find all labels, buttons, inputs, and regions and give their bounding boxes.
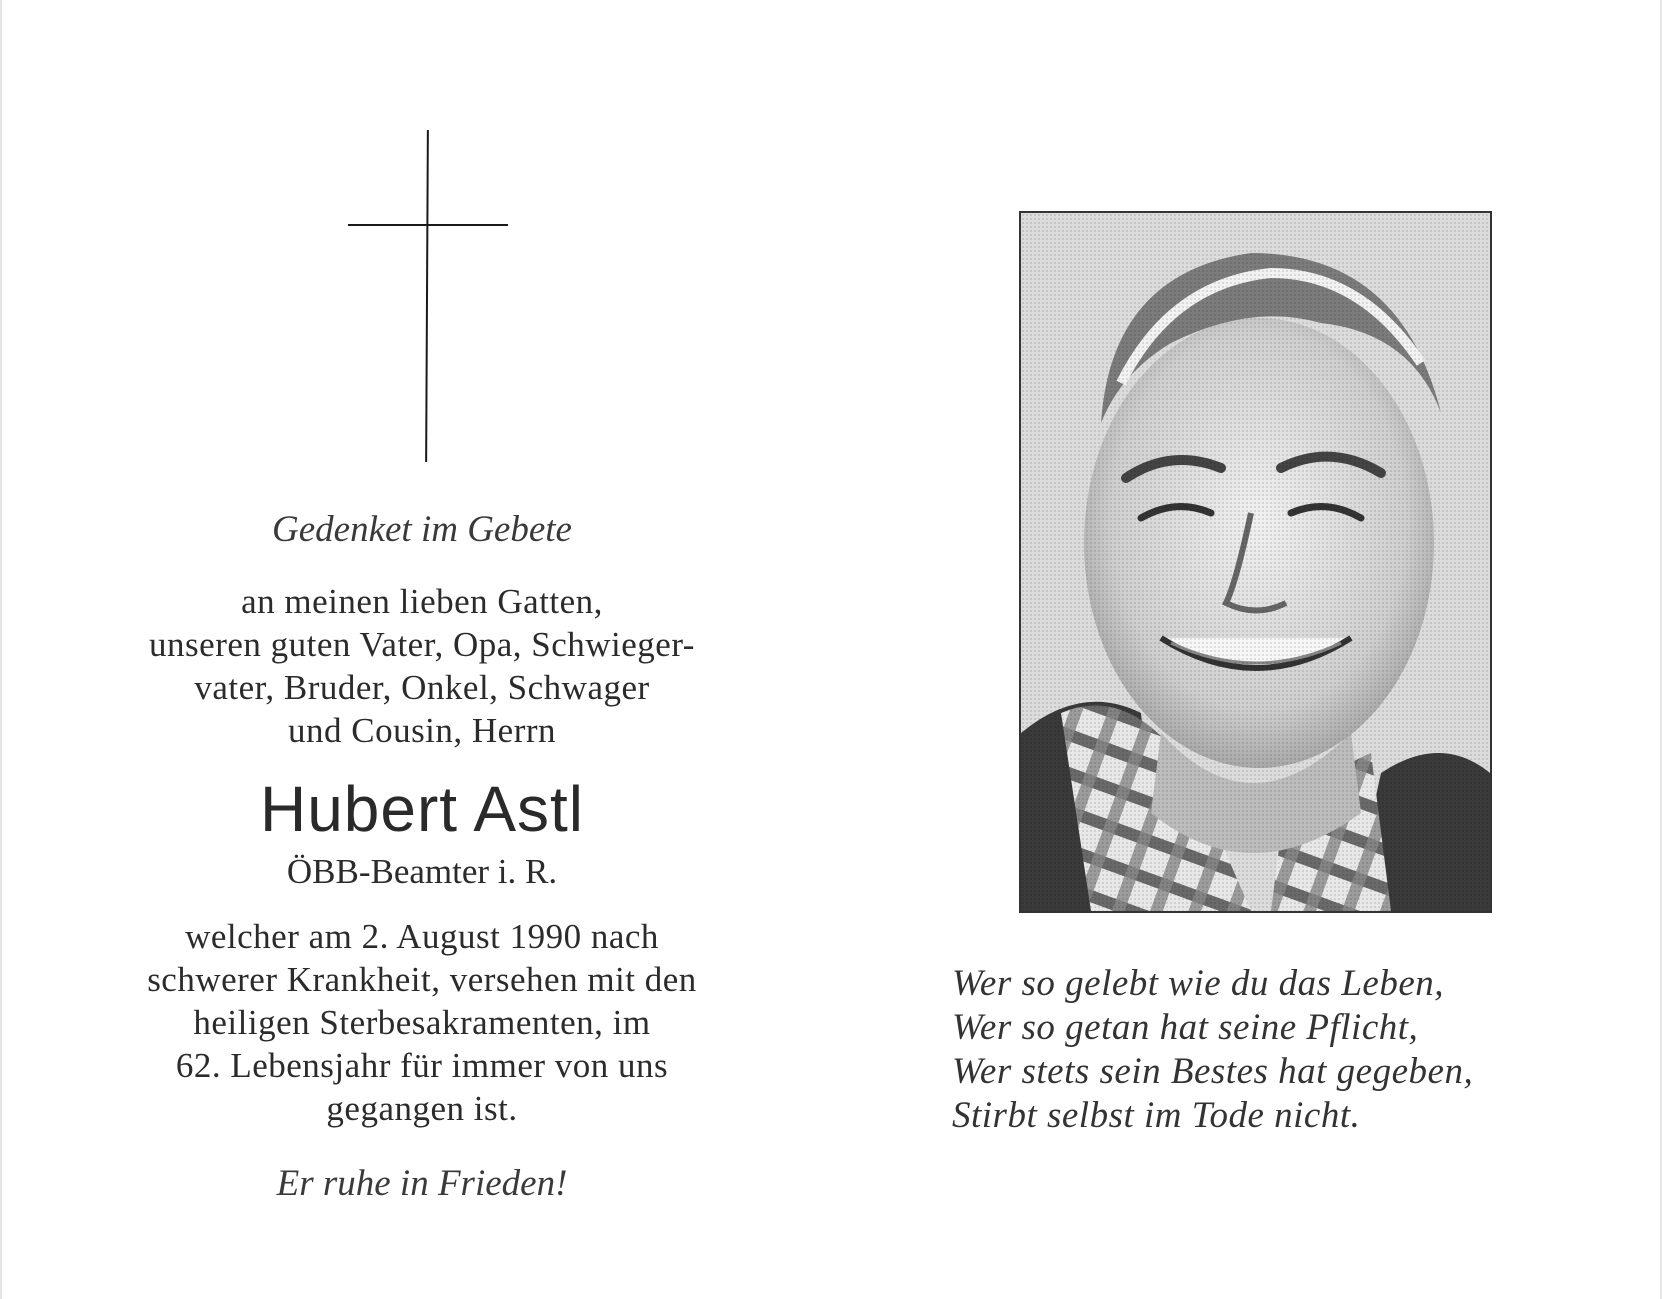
poem-line: Wer stets sein Bestes hat gegeben, <box>952 1051 1474 1092</box>
deceased-title: ÖBB-Beamter i. R. <box>286 852 558 891</box>
intro-line: und Cousin, Herrn <box>287 711 557 750</box>
closing-text: Er ruhe in Frieden! <box>276 1163 568 1204</box>
detail-line: gegangen ist. <box>326 1089 518 1128</box>
portrait-illustration <box>1021 213 1490 911</box>
detail-line: 62. Lebensjahr für immer von uns <box>175 1046 669 1085</box>
poem-line: Wer so gelebt wie du das Leben, <box>952 963 1445 1004</box>
details-text <box>62 915 782 1130</box>
deceased-name: Hubert Astl <box>259 773 585 845</box>
detail-line: welcher am 2. August 1990 nach <box>185 917 659 956</box>
poem-line: Wer so getan hat seine Pflicht, <box>952 1007 1419 1048</box>
cross-icon-vertical <box>425 130 429 462</box>
intro-line: vater, Bruder, Onkel, Schwager <box>194 668 650 707</box>
header-text: Gedenket im Gebete <box>272 509 572 550</box>
intro-text <box>62 580 782 752</box>
intro-line: an meinen lieben Gatten, <box>241 582 603 621</box>
poem-text <box>952 962 1592 1138</box>
cross-icon-horizontal <box>348 224 508 226</box>
poem-line: Stirbt selbst im Tode nicht. <box>952 1095 1361 1136</box>
detail-line: heiligen Sterbesakramenten, im <box>193 1003 651 1042</box>
detail-line: schwerer Krankheit, versehen mit den <box>147 960 697 999</box>
portrait-photo <box>1019 211 1492 913</box>
intro-line: unseren guten Vater, Opa, Schwieger- <box>149 625 695 664</box>
